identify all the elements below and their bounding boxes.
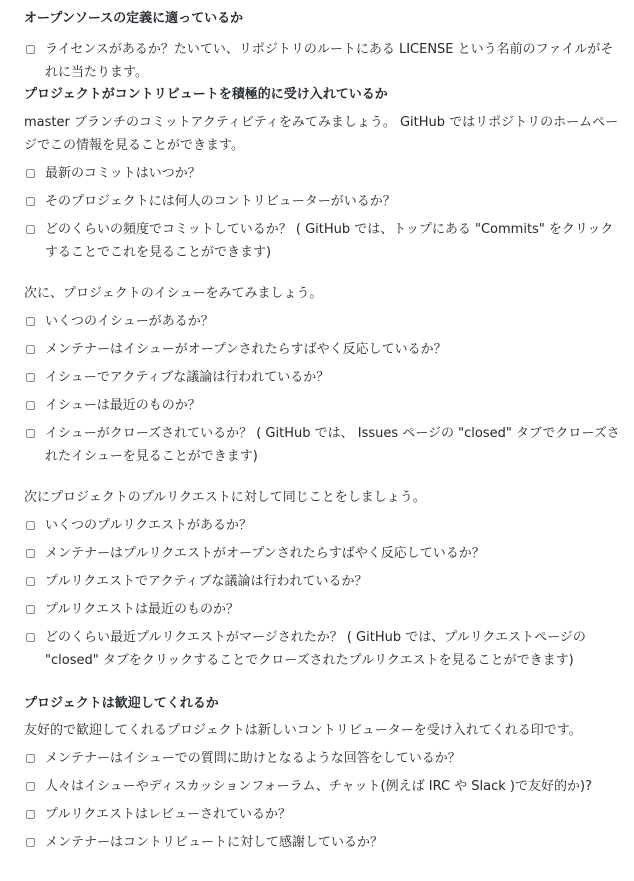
checklist-item-label: ライセンスがあるか？たいてい、リポジトリのルートにある LICENSE という名前のファイルがそれに当たります。 — [45, 42, 614, 80]
checkbox[interactable] — [26, 782, 35, 791]
checkbox[interactable] — [26, 197, 35, 206]
checklist-item-label: 人々はイシューやディスカッションフォーラム、チャット(例えば IRC や Slack )で友好的か)? — [45, 779, 592, 794]
checklist-item-label: メンテナーはイシューでの質問に助けとなるような回答をしているか？ — [45, 751, 461, 766]
checklist-item — [24, 775, 620, 798]
checklist-item-label: いくつのプルリクエストがあるか？ — [45, 518, 252, 533]
checklist-item — [24, 803, 620, 826]
accepting-intro: master ブランチのコミットアクティビティをみてみましょう。 GitHub ではリポジトリのホームページでこの情報を見ることができます。 — [24, 115, 619, 153]
checklist-item-label: プルリクエストはレビューされているか？ — [45, 807, 291, 822]
checklist-item — [24, 218, 620, 264]
heading-welcoming: プロジェクトは歓迎してくれるか — [24, 696, 219, 711]
commit-checklist — [24, 162, 620, 264]
heading-accepting-contributions: プロジェクトがコントリビュートを積極的に受け入れているか — [24, 87, 388, 102]
checkbox[interactable] — [26, 810, 35, 819]
checklist-item-label: プルリクエストでアクティブな議論は行われているか？ — [45, 574, 368, 589]
checkbox[interactable] — [26, 169, 35, 178]
checklist-item — [24, 338, 620, 361]
checklist-item-label: いくつのイシューがあるか？ — [45, 314, 214, 329]
checklist-item-label: イシューがクローズされているか？ ( GitHub では、 Issues ページの "closed" タブでクローズされたイシューを見ることができます) — [45, 426, 620, 464]
checkbox[interactable] — [26, 577, 35, 586]
checkbox[interactable] — [26, 429, 35, 438]
issue-checklist — [24, 310, 620, 468]
checklist-item — [24, 626, 620, 672]
checklist-item — [24, 570, 620, 593]
checklist-item — [24, 514, 620, 537]
open-source-checklist — [24, 38, 620, 84]
checklist-item — [24, 310, 620, 333]
checkbox[interactable] — [26, 754, 35, 763]
checklist-item-label: どのくらいの頻度でコミットしているか？ ( GitHub では、トップにある "Commits" をクリックすることでこれを見ることができます) — [45, 222, 614, 260]
checklist-item-label: メンテナーはプルリクエストがオープンされたらすばやく反応しているか？ — [45, 546, 485, 561]
checkbox[interactable] — [26, 549, 35, 558]
checklist-item — [24, 394, 620, 417]
heading-open-source: オープンソースの定義に適っているか — [24, 11, 244, 26]
checklist-item — [24, 38, 620, 84]
checklist-item-label: どのくらい最近プルリクエストがマージされたか？ ( GitHub では、プルリクエストページの "closed" タブをクリックすることでクローズされたプルリクエストを見ることができます) — [45, 630, 586, 668]
checklist-item-label: 最新のコミットはいつか？ — [45, 166, 201, 181]
checklist-item-label: イシューでアクティブな議論は行われているか？ — [45, 370, 330, 385]
checklist-item — [24, 747, 620, 770]
checkbox[interactable] — [26, 521, 35, 530]
checkbox[interactable] — [26, 633, 35, 642]
checkbox[interactable] — [26, 838, 35, 847]
welcoming-checklist — [24, 747, 620, 854]
checklist-item — [24, 190, 620, 213]
checklist-item-label: イシューは最近のものか？ — [45, 398, 201, 413]
checkbox[interactable] — [26, 317, 35, 326]
issues-intro: 次に、プロジェクトのイシューをみてみましょう。 — [24, 286, 323, 301]
checkbox[interactable] — [26, 401, 35, 410]
checklist-item-label: メンテナーはコントリビュートに対して感謝しているか？ — [45, 835, 384, 850]
checklist-item — [24, 542, 620, 565]
checklist-item — [24, 598, 620, 621]
pull-request-checklist — [24, 514, 620, 672]
checklist-item-label: メンテナーはイシューがオープンされたらすばやく反応しているか？ — [45, 342, 447, 357]
checklist-item — [24, 831, 620, 854]
checklist-item — [24, 422, 620, 468]
pull-requests-intro: 次にプロジェクトのプルリクエストに対して同じことをしましょう。 — [24, 490, 426, 505]
welcoming-intro: 友好的で歓迎してくれるプロジェクトは新しいコントリビューターを受け入れてくれる印です。 — [24, 723, 582, 738]
checklist-item — [24, 162, 620, 185]
checkbox[interactable] — [26, 45, 35, 54]
checklist-item-label: そのプロジェクトには何人のコントリビューターがいるか？ — [45, 194, 396, 209]
checkbox[interactable] — [26, 225, 35, 234]
checkbox[interactable] — [26, 345, 35, 354]
checklist-item — [24, 366, 620, 389]
checkbox[interactable] — [26, 373, 35, 382]
checkbox[interactable] — [26, 605, 35, 614]
checklist-item-label: プルリクエストは最近のものか？ — [45, 602, 239, 617]
